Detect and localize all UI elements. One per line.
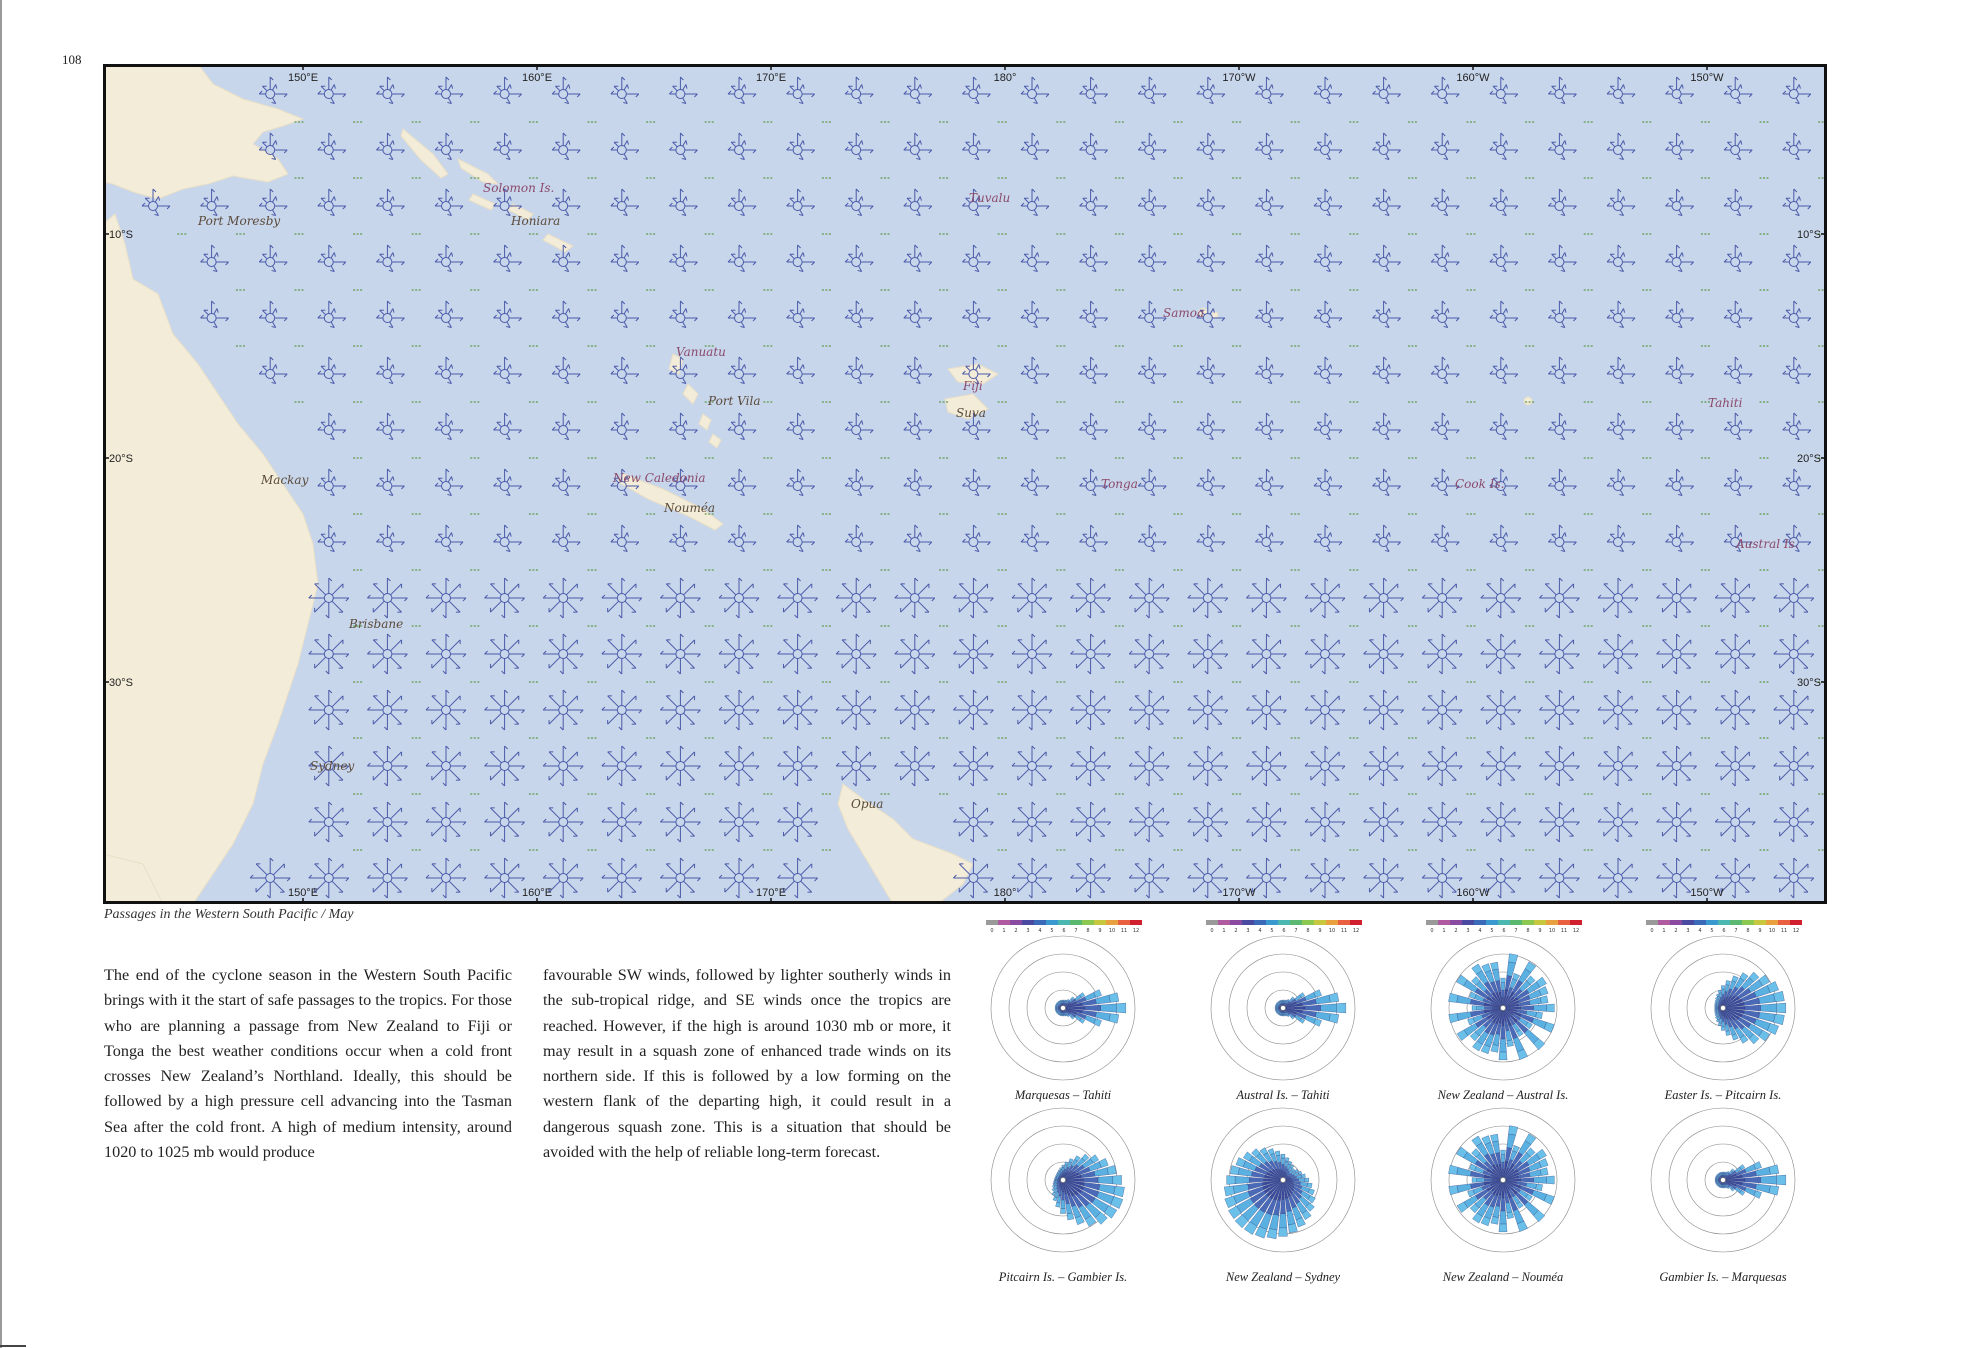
wind-force-scale [1206, 920, 1362, 934]
pilot-chart-map [103, 64, 1827, 904]
scale-swatch [1438, 920, 1450, 925]
scale-swatch [1754, 920, 1766, 925]
scale-tick: 9 [1098, 928, 1102, 934]
rose-petals [1052, 1154, 1125, 1227]
scale-swatch [1338, 920, 1350, 925]
scale-tick: 10 [1548, 928, 1556, 934]
lat-label-left-20s: 20°S [109, 453, 133, 465]
wind-rose-label: Pitcairn Is. – Gambier Is. [998, 1270, 1128, 1284]
lon-label-bottom-160w: 160°W [1456, 887, 1490, 899]
map-caption: Passages in the Western South Pacific / May [104, 907, 354, 922]
scale-swatch [1034, 920, 1046, 925]
scale-swatch [1706, 920, 1718, 925]
scale-tick: 8 [1086, 928, 1090, 934]
wind-rose-svg [1408, 918, 1598, 1108]
wind-rose-chart [968, 1100, 1158, 1290]
label-solomon-is: Solomon Is. [483, 181, 555, 195]
scale-swatch [986, 920, 998, 925]
lon-label-bottom-160e: 160°E [521, 887, 553, 899]
scale-tick: 0 [990, 928, 994, 934]
wind-rose-chart [1628, 1100, 1818, 1290]
lon-label-bottom-150e: 150°E [287, 887, 319, 899]
wind-rose-svg [1188, 918, 1378, 1108]
scale-swatch [1474, 920, 1486, 925]
wind-rose-svg [1628, 918, 1818, 1108]
scale-swatch [1510, 920, 1522, 925]
scale-tick: 4 [1038, 928, 1042, 934]
wind-rose-chart [1188, 918, 1378, 1108]
scale-tick: 4 [1478, 928, 1482, 934]
scale-tick: 9 [1318, 928, 1322, 934]
scale-swatch [1718, 920, 1730, 925]
wind-rose-label: New Zealand – Nouméa [1442, 1270, 1564, 1284]
scale-swatch [1070, 920, 1082, 925]
scale-swatch [1254, 920, 1266, 925]
wind-rose-svg [1188, 1100, 1378, 1290]
wind-rose-chart [1628, 918, 1818, 1108]
rose-petals [1224, 1148, 1315, 1239]
wind-rose-label: New Zealand – Sydney [1225, 1270, 1341, 1284]
wind-rose-chart [1408, 1100, 1598, 1290]
lon-label-bottom-170w: 170°W [1222, 887, 1256, 899]
scale-swatch [1094, 920, 1106, 925]
scale-tick: 9 [1758, 928, 1762, 934]
scale-swatch [1010, 920, 1022, 925]
scale-swatch [1058, 920, 1070, 925]
label-vanuatu: Vanuatu [676, 345, 726, 359]
scale-tick: 3 [1466, 928, 1470, 934]
body-text-column-1: The end of the cyclone season in the Western South Pacific brings with it the start of safe passages to the tropics. For those who are planning a passage from New Zealand to Fiji or Tonga the best weather conditions occur when a cold front crosses New Zealand’s Northland. Ideally, this should be followed by a high pressure cell advancing into the Tasman Sea after the cold front. A high of medium intensity, around 1020 to 1025 mb would produce [104, 966, 512, 1162]
scale-swatch [1670, 920, 1682, 925]
scale-tick: 3 [1246, 928, 1250, 934]
scale-tick: 1 [1442, 928, 1446, 934]
scale-tick: 4 [1258, 928, 1262, 934]
scale-swatch [1570, 920, 1582, 925]
label-noumea: Nouméa [664, 501, 716, 515]
scale-swatch [1350, 920, 1362, 925]
scale-swatch [1426, 920, 1438, 925]
scale-swatch [1302, 920, 1314, 925]
scale-tick: 5 [1490, 928, 1494, 934]
scale-tick: 3 [1026, 928, 1030, 934]
scale-tick: 2 [1674, 928, 1678, 934]
lat-label-left-10s: 10°S [109, 229, 133, 241]
scale-swatch [1498, 920, 1510, 925]
scale-swatch [1646, 920, 1658, 925]
lon-label-bottom-170e: 170°E [755, 887, 787, 899]
body-text-column-2: favourable SW winds, followed by lighter southerly winds in the sub-tropical ridge, and SE winds once the tropics are reached. However, if the high is around 1030 mb or more, it may result in a squash zone of enhanced trade winds on its northern side. If this is followed by a low forming on the western flank of the departing high, it could result in a dangerous squash zone. This is a situation that should be avoided with the help of reliable long-term forecast. [543, 966, 951, 1162]
label-port-moresby: Port Moresby [198, 214, 281, 228]
lat-label-left-30s: 30°S [109, 677, 133, 689]
page-number: 108 [62, 52, 82, 67]
scale-tick: 12 [1352, 928, 1360, 934]
page-edge [0, 0, 2, 1348]
lon-label-top-160w: 160°W [1456, 72, 1490, 84]
scale-tick: 8 [1746, 928, 1750, 934]
scale-tick: 0 [1430, 928, 1434, 934]
scale-swatch [1694, 920, 1706, 925]
label-cook-is: Cook Is. [1455, 477, 1505, 491]
scale-swatch [1314, 920, 1326, 925]
scale-tick: 6 [1282, 928, 1286, 934]
scale-swatch [1118, 920, 1130, 925]
scale-tick: 11 [1120, 928, 1128, 934]
wind-rose-svg [1628, 1100, 1818, 1290]
scale-swatch [1082, 920, 1094, 925]
scale-tick: 7 [1514, 928, 1518, 934]
scale-tick: 6 [1062, 928, 1066, 934]
scale-swatch [1290, 920, 1302, 925]
wind-rose-label: Easter Is. – Pitcairn Is. [1664, 1088, 1782, 1102]
scale-tick: 8 [1306, 928, 1310, 934]
scale-tick: 11 [1560, 928, 1568, 934]
label-new-caledonia: New Caledonia [613, 471, 706, 485]
scale-tick: 0 [1650, 928, 1654, 934]
wind-rose-chart [1408, 918, 1598, 1108]
lon-label-top-170e: 170°E [755, 72, 787, 84]
scale-tick: 1 [1662, 928, 1666, 934]
scale-swatch [1778, 920, 1790, 925]
wind-rose-chart [968, 918, 1158, 1108]
scale-swatch [1462, 920, 1474, 925]
label-brisbane: Brisbane [349, 617, 404, 631]
lat-label-right-10s: 10°S [1797, 229, 1821, 241]
scale-swatch [1546, 920, 1558, 925]
scale-tick: 5 [1710, 928, 1714, 934]
scale-swatch [1790, 920, 1802, 925]
label-fiji: Fiji [963, 379, 983, 393]
wind-rose-svg [968, 918, 1158, 1108]
lon-label-top-160e: 160°E [521, 72, 553, 84]
scale-tick: 2 [1454, 928, 1458, 934]
scale-swatch [1230, 920, 1242, 925]
label-tonga: Tonga [1101, 477, 1138, 491]
label-samoa: Samoa [1163, 306, 1205, 320]
label-port-vila: Port Vila [708, 394, 761, 408]
map-canvas [103, 64, 1827, 904]
scale-swatch [1130, 920, 1142, 925]
scale-swatch [1558, 920, 1570, 925]
scale-swatch [1450, 920, 1462, 925]
scale-tick: 7 [1294, 928, 1298, 934]
scale-swatch [1278, 920, 1290, 925]
scale-tick: 9 [1538, 928, 1542, 934]
scale-tick: 10 [1768, 928, 1776, 934]
scale-tick: 12 [1132, 928, 1140, 934]
scale-swatch [1522, 920, 1534, 925]
lon-label-bottom-150w: 150°W [1690, 887, 1724, 899]
scale-swatch [1658, 920, 1670, 925]
scale-swatch [1266, 920, 1278, 925]
scale-swatch [1206, 920, 1218, 925]
page-bottom-rule [0, 1345, 26, 1347]
wind-force-scale [1426, 920, 1582, 934]
scale-tick: 6 [1722, 928, 1726, 934]
wind-rose-label: Marquesas – Tahiti [1014, 1088, 1112, 1102]
scale-swatch [1730, 920, 1742, 925]
scale-tick: 8 [1526, 928, 1530, 934]
scale-swatch [1326, 920, 1338, 925]
lat-label-right-20s: 20°S [1797, 453, 1821, 465]
scale-swatch [1242, 920, 1254, 925]
label-sydney: Sydney [310, 759, 355, 773]
wind-rose-chart [1188, 1100, 1378, 1290]
wind-rose-label: New Zealand – Austral Is. [1437, 1088, 1569, 1102]
scale-tick: 2 [1234, 928, 1238, 934]
scale-tick: 5 [1050, 928, 1054, 934]
scale-tick: 1 [1222, 928, 1226, 934]
scale-tick: 10 [1108, 928, 1116, 934]
scale-swatch [1022, 920, 1034, 925]
scale-tick: 6 [1502, 928, 1506, 934]
label-austral-is: Austral Is. [1736, 537, 1799, 551]
lon-label-top-180: 180° [993, 72, 1017, 84]
scale-swatch [1682, 920, 1694, 925]
scale-swatch [1534, 920, 1546, 925]
lon-label-top-150e: 150°E [287, 72, 319, 84]
label-tuvalu: Tuvalu [969, 191, 1011, 205]
wind-rose-label: Austral Is. – Tahiti [1236, 1088, 1330, 1102]
wind-rose-label: Gambier Is. – Marquesas [1659, 1270, 1787, 1284]
wind-force-scale [986, 920, 1142, 934]
scale-swatch [1218, 920, 1230, 925]
scale-tick: 4 [1698, 928, 1702, 934]
scale-tick: 0 [1210, 928, 1214, 934]
scale-tick: 12 [1572, 928, 1580, 934]
label-opua: Opua [851, 797, 884, 811]
scale-tick: 11 [1340, 928, 1348, 934]
wind-rose-svg [1408, 1100, 1598, 1290]
label-suva: Suva [956, 406, 986, 420]
scale-tick: 12 [1792, 928, 1800, 934]
scale-swatch [998, 920, 1010, 925]
scale-tick: 5 [1270, 928, 1274, 934]
scale-tick: 1 [1002, 928, 1006, 934]
label-honiara: Honiara [511, 214, 561, 228]
scale-tick: 10 [1328, 928, 1336, 934]
label-mackay: Mackay [261, 473, 309, 487]
lon-label-top-150w: 150°W [1690, 72, 1724, 84]
lon-label-top-170w: 170°W [1222, 72, 1256, 84]
label-tahiti: Tahiti [1708, 396, 1743, 410]
scale-tick: 11 [1780, 928, 1788, 934]
scale-swatch [1106, 920, 1118, 925]
scale-swatch [1766, 920, 1778, 925]
lon-label-bottom-180: 180° [993, 887, 1017, 899]
wind-force-scale [1646, 920, 1802, 934]
scale-tick: 3 [1686, 928, 1690, 934]
scale-swatch [1046, 920, 1058, 925]
lat-label-right-30s: 30°S [1797, 677, 1821, 689]
scale-tick: 7 [1734, 928, 1738, 934]
scale-tick: 2 [1014, 928, 1018, 934]
wind-rose-svg [968, 1100, 1158, 1290]
scale-swatch [1486, 920, 1498, 925]
scale-tick: 7 [1074, 928, 1078, 934]
scale-swatch [1742, 920, 1754, 925]
